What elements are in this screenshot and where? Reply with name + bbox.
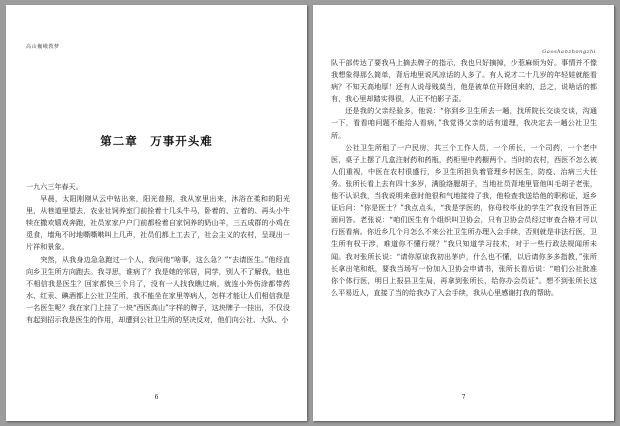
left-page [6,5,307,421]
paragraph: 早晨，太阳刚刚从云中钻出来，阳光普照，我从家里出来，沐浴在柔和的阳光里，从巷道里望去，农业社饲养室门前拴着十几头牛马，卧着的、立着的、再头小牛犊在撒欢嬉戏奔跑，社员家家户户门前都栓着自家饲养的奶山羊，三五成群的小鸡在觅食，墙角不时地嘶嘶啭叫上几声，社员们都上工去了，社会主义的农村，呈现出一片祥和景象。 [26,194,290,252]
page-number: 6 [154,394,159,401]
chapter-title: 第二章 万事开头难 [100,134,213,148]
left-body-text [26,181,290,326]
page-number: 7 [461,394,466,401]
running-header: Gaoshanzhongzhi [542,49,596,55]
paragraph: 公社卫生所租了一户民房，共三个工作人员，一个所长，一个司药，一个老中医，桌子上摆了几盒注射药和药瓶，药柜里中药橱两个。当时的农村，西医不怎么被人们重视，中医在农村很盛行，乡卫生所担负着管理乡村医生，防疫、治病三大任务。张所长看上去有四十多岁，满脸络腮胡子，当地社员背地里管他叫毛胡子老张，他不认识我，当我说明来意时他很和气地接待了我，他检查我送给他的职称证，返乡证后问：“你是医士？”我点点头，“我是学医的，你母校毕业的学生?”我没有回答正面问答。老张说：“咱们医生有个组织叫卫协会，只有卫协会员经过审查合格才可以行医看病。你近乡几个月怎么不来公社卫生所办理入会手续，否则就是非法行医，卫生所有权干涉，难道你不懂行规？”我只知道学习技术，对于一些行政法规闻所未闻。我对张所长说：“请你原谅我初出茅庐，什么也不懂，以后请你多多指教，”张所长拿出笔和纸，要我当场写一份加入卫协会申请书，张所长看后说：“咱们公社批准你个体行医，明日上报县卫生局，再拿到张所长，给你办会员证”。想不到张所长这么平易近人，直接了当的给我办了入会手续，我从心里感谢打我的帮助。 [331,142,597,297]
paragraph: 突然，从我身边急急跑过一个人，我问他“啥事，这么急？”“去请医生。”他经直向乡卫生所方向跑去。我寻思，谁病了？我是她的邻居，同学，别人不了解我，他也不相信我是医生？回家都快三个月了，没有一人找我瞧过病，就连小外伤涂都带药水、红汞、碘酒都上公社卫生所，我不能坐在家里等病人，怎样才能让人们相信我是一名医生呢？我在家门上挂了一块“西医高山”字样的牌子，这块牌子一挂出，不仅没有起到招示我是医生的作用，却遭到公社卫生所的坚决反对，他们向公社、大队、小 [26,254,290,325]
running-header: 高山巍峨教梦 [26,44,60,50]
paragraph: 队干部传达了要我马上摘去牌子的指示，我也只好摘掉，少惹麻烦为好。事情并不像我想象得那么简单，背后地里说风凉话的人多了。有人说才二十几岁的年轻娃就能看病？不知天高地厚！还有人说母贱莫当，他是被单位开除回来的，总之，说啥话的都有，我心里却踏实得很，人正不怕影子歪。 [331,58,597,104]
paragraph: 一九六三年春天。 [26,182,83,191]
right-body-text [331,57,597,299]
paragraph: 还是我的父亲经验多，他说：“你到乡卫生所去一趟，找所院长交谈交谈，沟通一下，看看咱问题不能给人看病，”我觉得父亲的话有道理，我决定去一趟公社卫生所。 [331,106,597,140]
right-page [313,5,614,421]
